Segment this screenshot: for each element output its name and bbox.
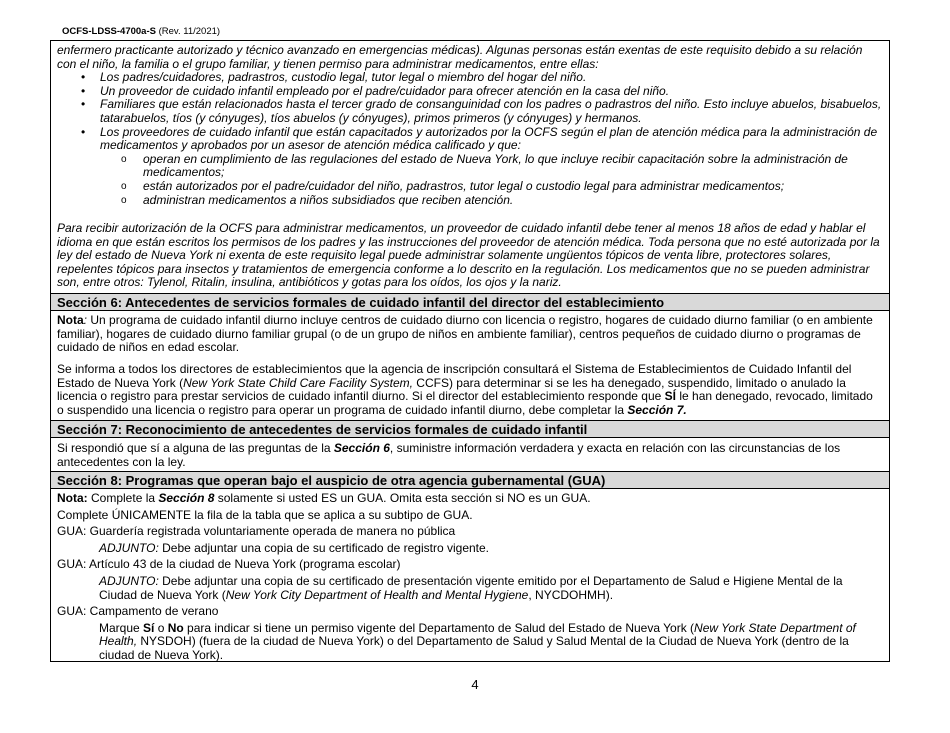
provider-conditions-list bbox=[57, 153, 882, 207]
gua-article-43-attachment-label: ADJUNTO: bbox=[99, 573, 159, 588]
gua-summer-camp-agency: New York State Department of Health, bbox=[99, 620, 856, 649]
gua-article-43-attachment-a: Debe adjuntar una copia de su certificado de presentación vigente emitido por el Departamento de Salud e Higiene Mental de la Ciudad de Nueva York ( bbox=[99, 573, 843, 602]
section-6-note-block bbox=[51, 314, 889, 355]
section-7-text-a: Si respondió que sí a alguna de las preguntas de la bbox=[57, 441, 334, 455]
section-6-note-text: Un programa de cuidado infantil diurno incluye centros de cuidado diurno con licencia o registro, hogares de cuidado diurno familiar (o en ambiente familiar), hogares de cuidado diurno familiar grupal (o de un grupo de niños en ambiente familiar), centros pequeños de cuidado diurno o programas de cuidado de niños en edad escolar. bbox=[57, 313, 873, 355]
section-8-block bbox=[51, 492, 889, 663]
intro-block bbox=[51, 44, 889, 207]
section-6-info-ref: Sección 7. bbox=[627, 402, 687, 417]
section-7-text-ref: Sección 6 bbox=[333, 441, 390, 455]
provider-condition-subsidized: o administran medicamentos a niños subsidiados que reciben atención. bbox=[57, 194, 882, 208]
gua-summer-camp-b: para indicar si tiene un permiso vigente del Departamento de Salud del Estado de Nueva York ( bbox=[183, 620, 695, 635]
exempt-item-parents: • Los padres/cuidadores, padrastros, custodio legal, tutor legal o miembro del hogar del niño. bbox=[57, 71, 882, 85]
gua-summer-camp-o: o bbox=[154, 620, 168, 635]
gua-summer-camp-a: Marque bbox=[99, 620, 144, 635]
section-8-header: Sección 8: Programas que operan bajo el auspicio de otra agencia gubernamental (GUA) bbox=[51, 471, 889, 489]
gua-article-43: GUA: Artículo 43 de la ciudad de Nueva York (programa escolar) bbox=[57, 557, 401, 572]
page-number: 4 bbox=[471, 677, 479, 692]
exempt-item-home-provider: • Un proveedor de cuidado infantil empleado por el padre/cuidador para ofrecer atención en la casa del niño. bbox=[57, 85, 882, 99]
gua-summer-camp-no: No bbox=[167, 620, 184, 635]
gua-summer-camp-d: NYSDOH) (fuera de la ciudad de Nueva York) o del Departamento de Salud y Salud Mental de la Ciudad de Nueva York (dentro de la ciudad de Nueva York). bbox=[99, 634, 849, 662]
section-8-note-a: Complete la bbox=[87, 491, 159, 505]
intro-closing-block bbox=[51, 222, 889, 290]
section-6-info-block bbox=[51, 363, 889, 417]
section-8-note bbox=[57, 492, 882, 506]
gua-article-43-attachment-agency: New York City Department of Health and Mental Hygiene bbox=[225, 587, 529, 602]
section-6-info-a: Se informa a todos los directores de establecimientos que la agencia de inscripción consultará el Sistema de Establecimientos de Cuidado Infantil del Estado de Nueva York ( bbox=[57, 362, 852, 390]
gua-summer-camp-instructions bbox=[57, 622, 882, 663]
provider-condition-regulations: o operan en cumplimiento de las regulaciones del estado de Nueva York, lo que incluye recibir capacitación sobre la administración de medicamentos; bbox=[57, 153, 882, 180]
intro-closing: Para recibir autorización de la OCFS para administrar medicamentos, un proveedor de cuidado infantil debe tener al menos 18 años de edad y hablar el idioma en que están escritos los permisos de los padres y las instrucciones del proveedor de atención médica. Toda persona que no esté autorizada por la ley del estado de Nueva York ni exenta de este requisito legal puede administrar solamente ungüentos tópicos de venta libre, protectores solares, repelentes tópicos para insectos y tratamientos de emergencia conforme a lo descrito en la regulación. Los medicamentos que no se pueden administrar son, entre otros: Tylenol, Ritalin, insulina, antibióticos y gotas para los oídos, los ojos y la nariz. bbox=[57, 221, 880, 290]
section-6-info-c: CCFS) para determinar si se les ha denegado, suspendido, limitado o anulado la licencia o registro para prestar servicios de cuidado infantil diurno. Si el director del establecimiento responde que bbox=[57, 375, 846, 404]
gua-voluntary-attachment-text: Debe adjuntar una copia de su certificado de registro vigente. bbox=[158, 540, 490, 555]
intro-continuation: enfermero practicante autorizado y técnico avanzado en emergencias médicas). Algunas personas están exentas de este requisito debido a su relación con el niño, la familia o el grupo familiar, y tienen permiso para administrar medicamentos, entre ellas: bbox=[57, 43, 863, 71]
exempt-item-trained-providers-text: Los proveedores de cuidado infantil que están capacitados y autorizados por la OCFS según el plan de atención médica para la administración de medicamentos y aprobados por un asesor de atención médica calificado y que: bbox=[100, 124, 878, 153]
section-8-note-ref: Sección 8 bbox=[158, 491, 215, 505]
section-6-info-ccfs: New York State Child Care Facility System, bbox=[183, 375, 413, 390]
exempt-item-trained-providers bbox=[57, 126, 882, 208]
section-7-block bbox=[51, 442, 889, 469]
section-8-complete-line: Complete ÚNICAMENTE la fila de la tabla que se aplica a su subtipo de GUA. bbox=[57, 507, 473, 522]
section-6-header: Sección 6: Antecedentes de servicios formales de cuidado infantil del director del establecimiento bbox=[51, 293, 889, 311]
section-6-note bbox=[57, 314, 882, 355]
section-8-note-c: solamente si usted ES un GUA. Omita esta sección si NO es un GUA. bbox=[214, 491, 591, 505]
exempt-list bbox=[57, 71, 882, 207]
exempt-item-relatives: • Familiares que están relacionados hasta el tercer grado de consanguinidad con los padres o padrastros del niño. Esto incluye abuelos, bisabuelos, tatarabuelos, tíos (y cónyuges), tíos abuelos (y cónyuges), primos primeros (y cónyuges) y hermanos. bbox=[57, 98, 882, 125]
gua-voluntary-attachment bbox=[57, 542, 882, 556]
section-7-text bbox=[57, 442, 882, 469]
gua-voluntary-attachment-label: ADJUNTO: bbox=[99, 540, 159, 555]
section-8-note-label: Nota: bbox=[57, 491, 88, 505]
section-6-note-label: Nota bbox=[57, 313, 84, 327]
gua-voluntary-daycare: GUA: Guardería registrada voluntariamente operada de manera no pública bbox=[57, 524, 456, 539]
gua-summer-camp-si: Sí bbox=[143, 620, 155, 635]
form-revision: (Rev. 11/2021) bbox=[155, 26, 221, 37]
section-6-info-e: le han denegado, revocado, limitado o suspendido una licencia o registro para operar un programa de cuidado infantil diurno, debe completar la bbox=[57, 389, 873, 417]
provider-condition-authorized: o están autorizados por el padre/cuidador del niño, padrastros, tutor legal o custodio legal para administrar medicamentos; bbox=[57, 180, 882, 194]
gua-article-43-attachment bbox=[57, 575, 882, 602]
section-6-info bbox=[57, 363, 882, 417]
section-6-info-si: SÍ bbox=[664, 389, 677, 404]
form-number: OCFS-LDSS-4700a-S bbox=[62, 26, 156, 37]
section-7-text-c: , suministre información verdadera y exacta en relación con las circunstancias de los antecedentes con la ley. bbox=[57, 441, 841, 469]
section-6-note-colon: : bbox=[83, 313, 88, 327]
form-body bbox=[50, 40, 890, 662]
gua-article-43-attachment-c: , NYCDOHMH). bbox=[528, 587, 614, 602]
gua-summer-camp: GUA: Campamento de verano bbox=[57, 604, 219, 619]
form-id bbox=[62, 26, 220, 37]
section-7-header: Sección 7: Reconocimiento de antecedentes de servicios formales de cuidado infantil bbox=[51, 420, 889, 438]
